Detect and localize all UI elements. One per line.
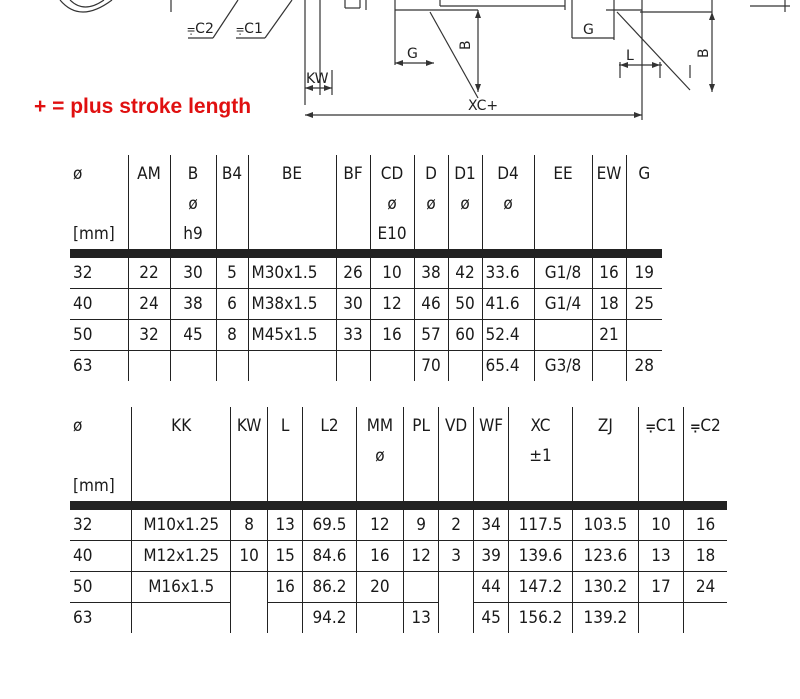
table-cell: 117.5 [509,510,573,541]
table-cell: 24 [128,289,170,320]
table-row [70,572,727,603]
table-cell [170,351,216,382]
table-cell [268,603,303,634]
header-line [687,441,724,471]
header-line: ⩦C2 [690,416,721,436]
table-cell: 12 [356,510,403,541]
table2-header-9 [509,407,573,502]
table-cell: 25 [626,289,662,320]
table-cell: 69.5 [303,510,357,541]
table-cell: G1/8 [534,258,592,289]
header-line: ø [503,194,513,214]
table-cell: 26 [336,258,370,289]
table-cell: M16x1.5 [132,572,231,603]
table-cell: 42 [448,258,482,289]
header-line [252,219,333,249]
table2-header-10 [572,407,638,502]
header-line [252,189,333,219]
table-cell: 44 [474,572,509,603]
table-cell: 52.4 [482,320,534,351]
table-cell [439,572,474,603]
table-2-header-rule [70,502,727,510]
table-cell: 38 [414,258,448,289]
table2-header-3 [268,407,303,502]
header-line [407,471,435,501]
table-cell: 45 [474,603,509,634]
dimensions-table-1 [70,155,662,381]
header-line: ø [188,194,198,214]
table-cell: 16 [592,258,626,289]
table2-header-11 [638,407,683,502]
table-cell: 57 [414,320,448,351]
table-cell [370,351,414,382]
header-line [306,441,353,471]
table-row [70,258,662,289]
table-cell [439,603,474,634]
table-cell [534,320,592,351]
table-cell: 33.6 [482,258,534,289]
header-line [477,441,505,471]
table-cell: 22 [128,258,170,289]
header-line: BE [281,164,303,184]
header-line [234,471,264,501]
table-cell: 5 [216,258,248,289]
table-cell: 16 [268,572,303,603]
table-1-header-rule [70,250,662,258]
table1-header-12 [626,155,662,250]
table-cell: 41.6 [482,289,534,320]
table-row [70,289,662,320]
header-line: ø [375,446,385,466]
table-cell: 18 [592,289,626,320]
table1-header-4 [248,155,336,250]
table-cell: 39 [474,541,509,572]
header-line [576,471,635,501]
table-1-header-row [70,155,662,250]
table1-header-2 [170,155,216,250]
header-line: EW [596,164,622,184]
table-cell [336,351,370,382]
table-cell: 139.2 [572,603,638,634]
header-line: WF [479,416,504,436]
header-line: ø [426,194,436,214]
header-line [220,219,245,249]
table-cell: 94.2 [303,603,357,634]
header-line [132,219,167,249]
header-line [340,219,367,249]
header-line: B [187,164,199,184]
table-cell [128,351,170,382]
table-cell: M30x1.5 [248,258,336,289]
table-cell: 16 [356,541,403,572]
end-view-arc [60,0,112,12]
header-line: D1 [454,164,476,184]
table-cell: 34 [474,510,509,541]
table-row [70,541,727,572]
header-line: ZJ [597,416,613,436]
table-cell [216,351,248,382]
table-cell: 20 [356,572,403,603]
table2-header-2 [231,407,268,502]
table-cell: 6 [216,289,248,320]
table-cell: 50 [70,320,128,351]
header-line [234,441,264,471]
table-cell: 103.5 [572,510,638,541]
b-left-label: B [458,40,474,50]
table-cell: 8 [216,320,248,351]
table-cell: 17 [638,572,683,603]
header-line [132,189,167,219]
table-cell: 12 [370,289,414,320]
header-line: CD [380,164,404,184]
header-line: XC [530,416,551,436]
header-line [360,471,400,501]
header-line [452,219,479,249]
header-line: ø [387,194,397,214]
table-cell [626,320,662,351]
table1-header-8 [448,155,482,250]
table-cell: 33 [336,320,370,351]
table1-header-9 [482,155,534,250]
header-line: [mm] [73,476,115,496]
table-cell [684,603,727,634]
header-line: [mm] [73,224,115,244]
header-line [135,441,227,471]
table-cell: 30 [170,258,216,289]
table-cell: 139.6 [509,541,573,572]
header-line: PL [412,416,430,436]
table-cell: 130.2 [572,572,638,603]
table-cell: M38x1.5 [248,289,336,320]
table-cell [132,603,231,634]
header-line [642,441,680,471]
table-cell: 28 [626,351,662,382]
header-line: MM [366,416,394,436]
header-line: L [280,416,290,436]
header-line [73,441,128,471]
header-line [271,471,299,501]
header-line: ø [73,164,83,184]
header-line [442,471,470,501]
table-cell: 63 [70,603,132,634]
header-line [630,189,660,219]
table-cell: 40 [70,289,128,320]
header-line [407,441,435,471]
table-cell [404,572,439,603]
table-cell: 13 [404,603,439,634]
table2-header-4 [303,407,357,502]
header-line [687,471,724,501]
table-cell [638,603,683,634]
table-cell: M45x1.5 [248,320,336,351]
table2-header-12 [684,407,727,502]
table-cell: G1/4 [534,289,592,320]
table1-header-1 [128,155,170,250]
table-row [70,510,727,541]
c2-label: ⩦C2 [187,21,214,37]
header-line [73,189,125,219]
table-cell: 19 [626,258,662,289]
table-cell: 40 [70,541,132,572]
table-cell: 60 [448,320,482,351]
table-cell: 13 [268,510,303,541]
header-line [596,189,623,219]
table1-header-10 [534,155,592,250]
table-cell: 2 [439,510,474,541]
header-line: AM [137,164,161,184]
header-line: KK [171,416,192,436]
table-cell: 123.6 [572,541,638,572]
table1-header-6 [370,155,414,250]
table2-header-8 [474,407,509,502]
header-line [442,441,470,471]
table-cell [231,572,268,603]
header-line: D4 [497,164,519,184]
header-line [306,471,353,501]
table-cell: 10 [370,258,414,289]
table-cell: 9 [404,510,439,541]
table2-header-5 [356,407,403,502]
table-row [70,603,727,634]
table-cell: 84.6 [303,541,357,572]
table-row [70,351,662,382]
header-line: L2 [320,416,339,436]
table-cell: 16 [370,320,414,351]
table-cell: 147.2 [509,572,573,603]
table1-header-5 [336,155,370,250]
header-line [576,441,635,471]
header-line [477,471,505,501]
header-line: E10 [377,224,407,244]
table-cell: 156.2 [509,603,573,634]
header-line [538,189,589,219]
header-line [596,219,623,249]
header-line [630,219,660,249]
header-line [486,219,531,249]
header-line [512,471,569,501]
table2-header-1 [132,407,231,502]
g-left-label: G [407,46,418,62]
header-line [642,471,680,501]
dimensions-table-2 [70,407,727,633]
header-line [271,441,299,471]
table-row [70,320,662,351]
table2-header-0 [70,407,132,502]
g-right-label: G [583,22,594,38]
table-cell: 18 [684,541,727,572]
table1-header-7 [414,155,448,250]
table-cell: 63 [70,351,128,382]
table-cell: 16 [684,510,727,541]
table-cell: 10 [638,510,683,541]
table-cell: M10x1.25 [132,510,231,541]
header-line: BF [343,164,363,184]
table-cell: 21 [592,320,626,351]
table-cell [592,351,626,382]
table-cell: 10 [231,541,268,572]
header-line: D [425,164,437,184]
header-line [135,471,227,501]
table2-header-6 [404,407,439,502]
xc-label: XC+ [468,98,499,114]
table-cell: 70 [414,351,448,382]
table-cell [248,351,336,382]
table-cell: 50 [448,289,482,320]
table-cell: 45 [170,320,216,351]
header-line: ø [460,194,470,214]
table-cell: 65.4 [482,351,534,382]
table-cell: 15 [268,541,303,572]
c1-label: ⩦C1 [236,21,263,37]
table1-header-11 [592,155,626,250]
header-line: G [638,164,651,184]
header-line: ⩦C1 [645,416,677,436]
l-right-label: L [626,48,634,64]
table-cell: 50 [70,572,132,603]
table-cell: 32 [70,258,128,289]
header-line [220,189,245,219]
header-line: KW [236,416,262,436]
table-cell: 13 [638,541,683,572]
table1-header-0 [70,155,128,250]
table-cell [448,351,482,382]
header-line: EE [553,164,573,184]
table-cell [356,603,403,634]
table-cell: M12x1.25 [132,541,231,572]
table-cell: 3 [439,541,474,572]
table-cell: 32 [70,510,132,541]
table-cell: 46 [414,289,448,320]
table-cell: 38 [170,289,216,320]
table-cell: G3/8 [534,351,592,382]
table2-header-7 [439,407,474,502]
stroke-length-note: + = plus stroke length [34,95,252,118]
table-cell [231,603,268,634]
header-line: ø [73,416,83,436]
header-line: B4 [221,164,243,184]
header-line: h9 [183,224,203,244]
table-cell: 30 [336,289,370,320]
kw-label: KW [306,71,329,87]
table-cell: 86.2 [303,572,357,603]
header-line [418,219,445,249]
header-line [538,219,589,249]
table-cell: 12 [404,541,439,572]
table1-header-3 [216,155,248,250]
table-2-header-row [70,407,727,502]
b-right-label: B [696,48,712,58]
header-line [340,189,367,219]
table-cell: 8 [231,510,268,541]
header-line: VD [444,416,468,436]
table-cell: 32 [128,320,170,351]
table-cell: 24 [684,572,727,603]
header-line: ±1 [529,446,552,466]
